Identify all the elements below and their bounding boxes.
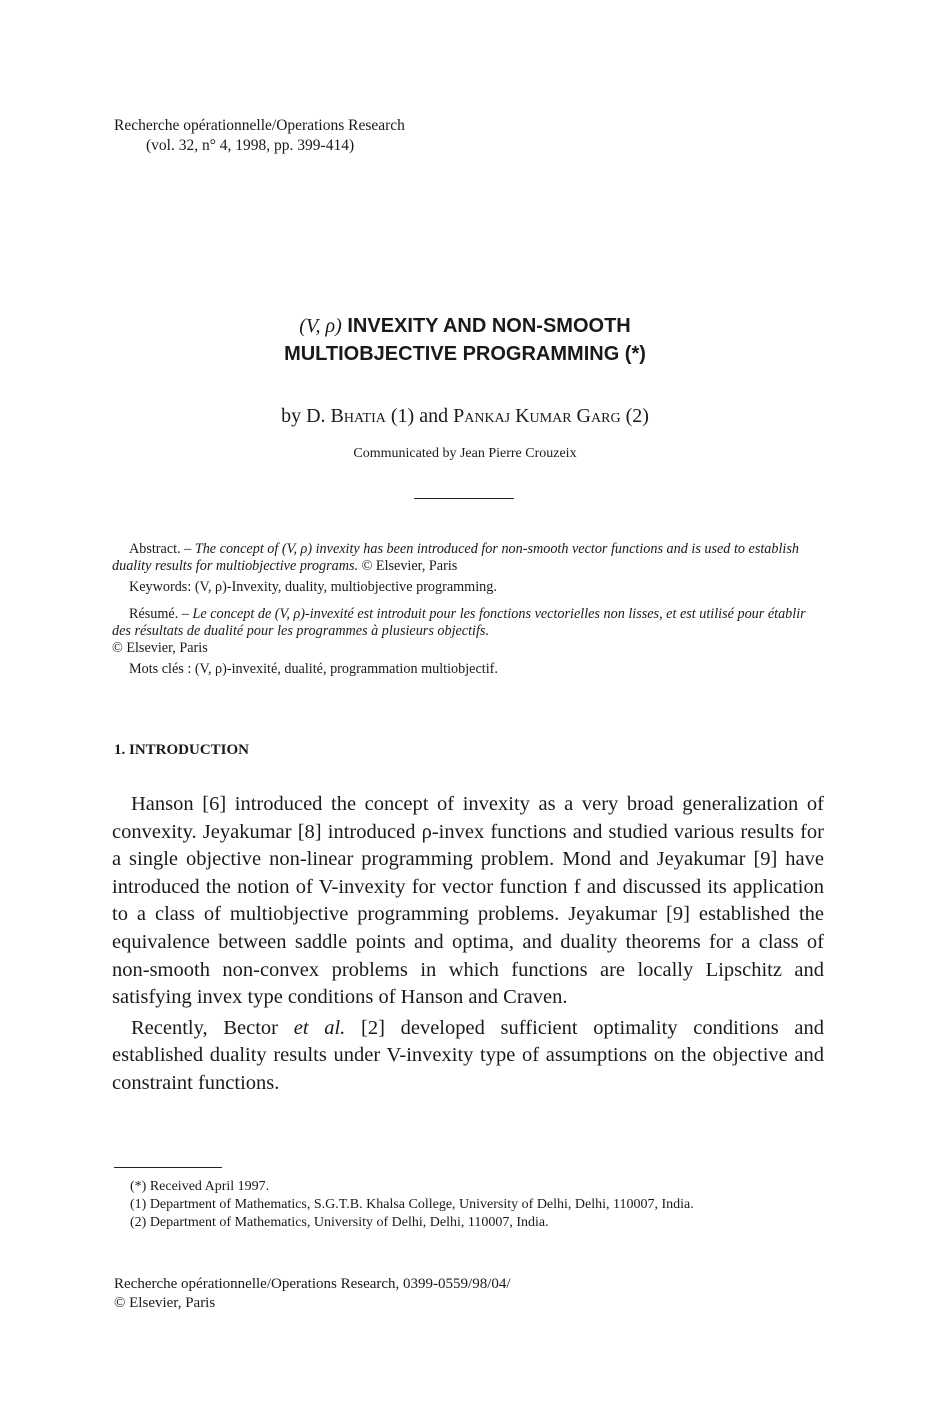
abstract-text: The concept of (V, ρ) invexity has been introduced for non-smooth vector functions and is used to establish duality results for multiobjective programs. [112,541,799,574]
author-1-note: (1) [390,405,415,427]
resume-copyright: © Elsevier, Paris [112,640,208,656]
footer-line-2: © Elsevier, Paris [114,1295,216,1311]
footnote-divider [114,1167,222,1168]
motscles-text: (V, ρ)-invexité, dualité, programmation multiobjectif. [194,661,498,677]
author-1: D. Bhatia [306,405,386,427]
body-paragraph-2 [112,1015,824,1098]
by-label: by [281,405,302,427]
paper-title [0,312,930,368]
title-line2: MULTIOBJECTIVE PROGRAMMING (*) [284,343,646,365]
abstract-section [112,541,824,688]
resume-text: Le concept de (V, ρ)-invexité est introduit pour les fonctions vectorielles non lisses, et est utilisé pour établir des résultats de dualité pour les programmes à plusieurs objectifs. [112,606,806,639]
abstract-label: Abstract. – [129,541,192,557]
body-text [112,791,824,1101]
resume-paragraph [112,606,824,657]
body-paragraph-1: Hanson [6] introduced the concept of invexity as a very broad generalization of convexity. Jeyakumar [8] introduced ρ-invex functions and studied various results for a single objective non-linear programming problem. Mond and Jeyakumar [9] have introduced the notion of V-invexity for vector function f and discussed its application to a class of multiobjective programming problems. Jeyakumar [9] established the equivalence between saddle points and optima, and duality theorems for a class of non-smooth non-convex problems in which functions are locally Lipschitz and satisfying invex type conditions of Hanson and Craven. [112,793,824,1009]
footnote-1: (1) Department of Mathematics, S.G.T.B. Khalsa College, University of Delhi, Delhi, 110007, India. [130,1197,694,1212]
p2-etal: et al. [293,1016,346,1039]
communicated-by: Communicated by Jean Pierre Crouzeix [353,446,577,461]
abstract-paragraph [112,541,824,575]
journal-name: Recherche opérationnelle/Operations Research [114,117,405,134]
title-line1: INVEXITY AND NON-SMOOTH [347,315,631,337]
keywords-label: Keywords: [129,579,192,595]
keywords-text: (V, ρ)-Invexity, duality, multiobjective programming. [194,579,497,595]
motscles-label: Mots clés : [129,661,192,677]
abstract-copyright: © Elsevier, Paris [361,558,458,574]
footer-line-1: Recherche opérationnelle/Operations Research, 0399-0559/98/04/ [114,1276,511,1292]
resume-label: Résumé. – [129,606,189,622]
author-2: Pankaj Kumar Garg [453,405,621,427]
author-line [0,405,930,428]
title-math: (V, ρ) [299,315,342,337]
and-label: and [419,405,449,427]
page-footer [114,1275,511,1313]
keywords-paragraph [112,579,824,596]
journal-volume: (vol. 32, n° 4, 1998, pp. 399-414) [146,137,355,154]
title-divider [414,498,514,499]
p2-start: Recently, Bector [131,1016,279,1039]
motscles-paragraph [112,661,824,678]
p2-rest: [2] developed sufficient optimality conditions and established duality results under V-invexity type of assumptions on the objective and constraint functions. [112,1016,824,1094]
footnotes [112,1178,824,1232]
footnote-2: (2) Department of Mathematics, University of Delhi, Delhi, 110007, India. [130,1215,549,1230]
footnote-received: (*) Received April 1997. [130,1179,270,1194]
section-heading: 1. INTRODUCTION [114,742,250,758]
author-2-note: (2) [625,405,649,427]
journal-header [114,116,405,156]
